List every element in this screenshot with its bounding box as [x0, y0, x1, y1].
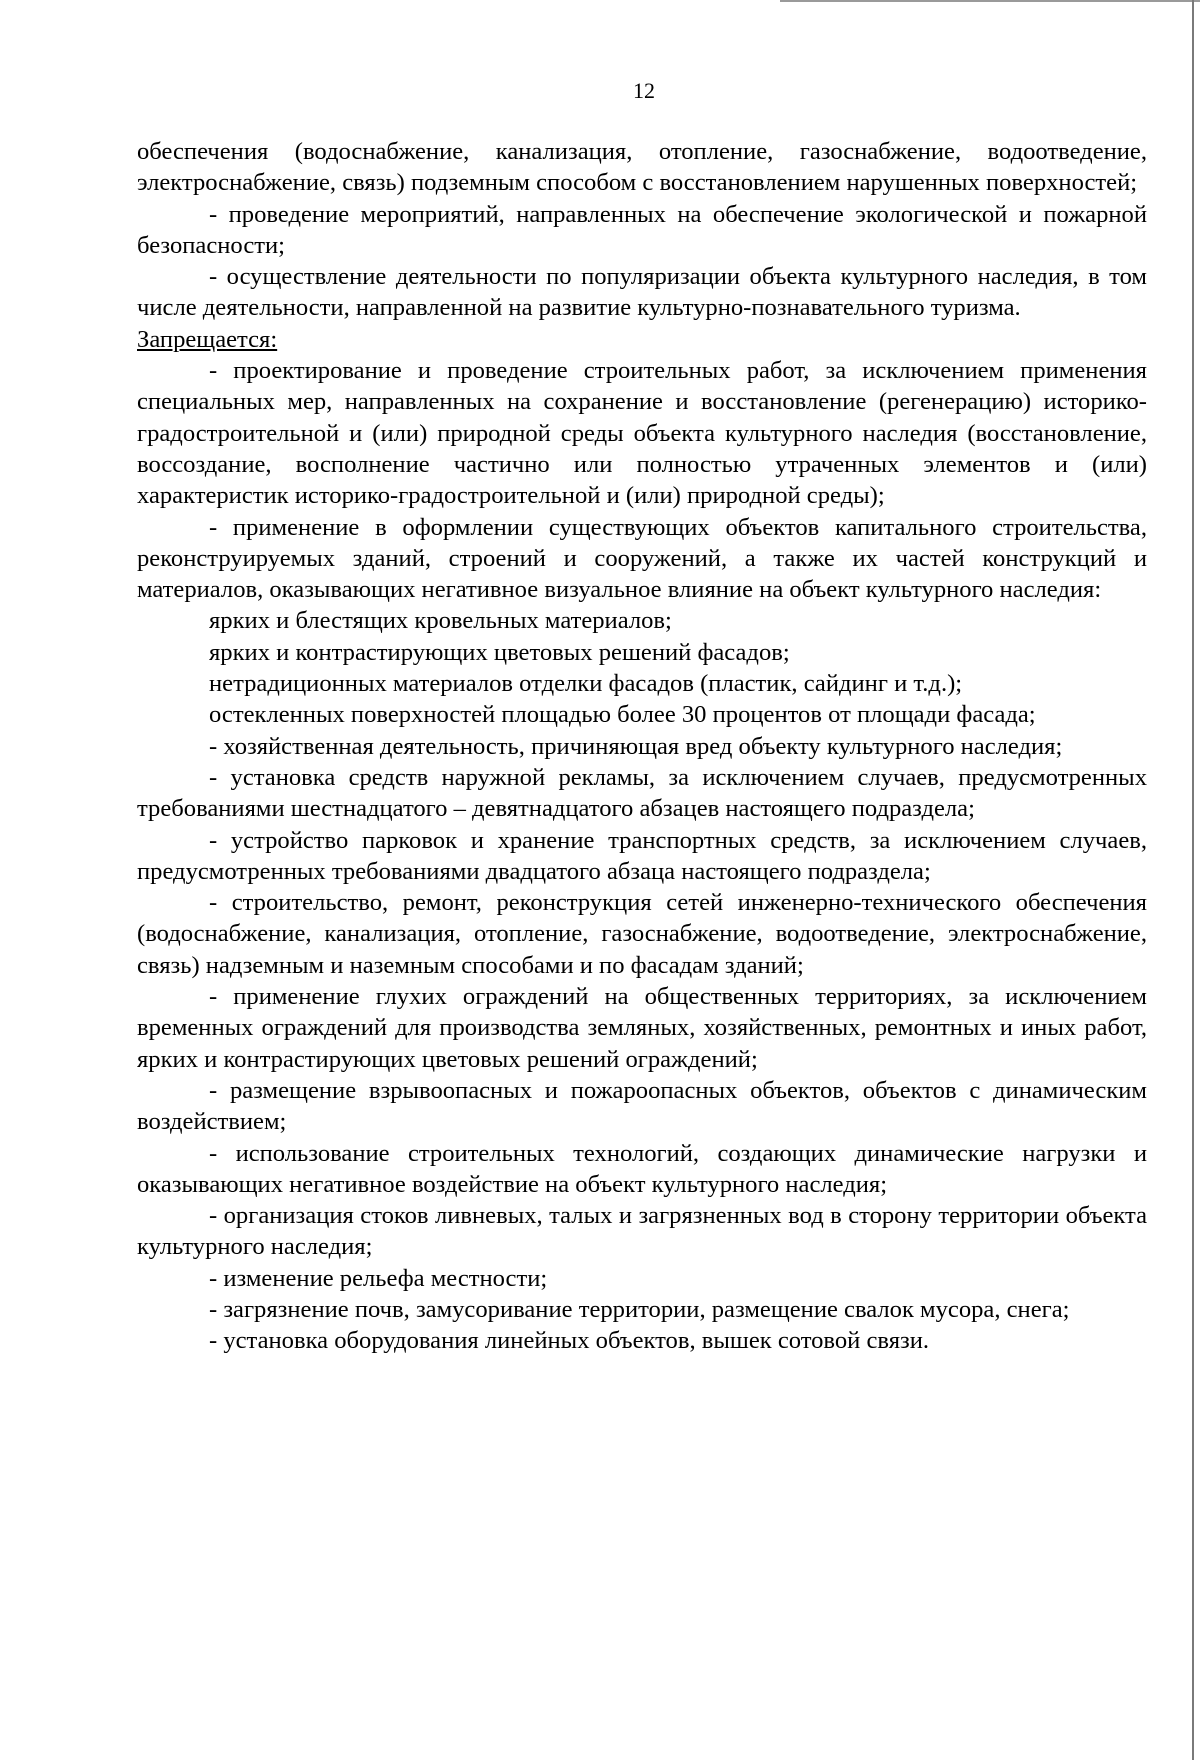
paragraph-item: - загрязнение почв, замусоривание территории, размещение свалок мусора, снега;	[209, 1295, 1070, 1323]
page-number: 12	[633, 78, 655, 103]
paragraph-item: - строительство, ремонт, реконструкция сетей инженерно-технического обеспечения (водоснабжение, канализация, отопление, газоснабжение, водоотведение, электроснабжение, связь) надземным и наземным способами и по фасадам зданий;	[137, 889, 1147, 979]
scan-edge-top	[780, 0, 1200, 2]
sub-item: ярких и блестящих кровельных материалов;	[209, 607, 672, 635]
section-heading-text: Запрещается:	[137, 325, 278, 353]
sub-item: нетрадиционных материалов отделки фасадов (пластик, сайдинг и т.д.);	[209, 670, 963, 698]
paragraph-item: - осуществление деятельности по популяризации объекта культурного наследия, в том числе деятельности, направленной на развитие культурно-познавательного туризма.	[137, 263, 1147, 322]
paragraph-item: - размещение взрывоопасных и пожароопасных объектов, объектов с динамическим воздействием;	[137, 1076, 1147, 1136]
document-body	[137, 136, 1147, 1357]
paragraph-item: - применение в оформлении существующих объектов капитального строительства, реконструируемых зданий, строений и сооружений, а также их частей конструкций и материалов, оказывающих негативное визуальное влияние на объект культурного наследия:	[137, 513, 1147, 604]
scan-edge-right	[1192, 0, 1194, 1760]
paragraph-item: - проведение мероприятий, направленных на обеспечение экологической и пожарной безопасности;	[137, 200, 1147, 259]
paragraph-continuation: обеспечения (водоснабжение, канализация, отопление, газоснабжение, водоотведение, электроснабжение, связь) подземным способом с восстановлением нарушенных поверхностей;	[137, 138, 1147, 197]
paragraph-item: - применение глухих ограждений на общественных территориях, за исключением временных ограждений для производства земляных, хозяйственных, ремонтных и иных работ, ярких и контрастирующих цветовых решений ограждений;	[137, 983, 1147, 1073]
paragraph-item: - изменение рельефа местности;	[209, 1264, 548, 1292]
paragraph-item: - хозяйственная деятельность, причиняющая вред объекту культурного наследия;	[209, 732, 1063, 760]
paragraph-item: - использование строительных технологий, создающих динамические нагрузки и оказывающих негативное воздействие на объект культурного наследия;	[137, 1139, 1147, 1198]
paragraph-item: - проектирование и проведение строительных работ, за исключением применения специальных мер, направленных на сохранение и восстановление (регенерацию) историко-градостроительной и (или) природной среды объекта культурного наследия (восстановление, воссоздание, восполнение частично или полностью утраченных элементов и (или) характеристик историко-градостроительной и (или) природной среды);	[137, 357, 1147, 510]
sub-item: остекленных поверхностей площадью более 30 процентов от площади фасада;	[209, 701, 1036, 729]
paragraph-item: - установка оборудования линейных объектов, вышек сотовой связи.	[209, 1327, 930, 1355]
paragraph-item: - установка средств наружной рекламы, за исключением случаев, предусмотренных требованиями шестнадцатого – девятнадцатого абзацев настоящего подраздела;	[137, 763, 1147, 823]
paragraph-item: - устройство парковок и хранение транспортных средств, за исключением случаев, предусмотренных требованиями двадцатого абзаца настоящего подраздела;	[137, 826, 1147, 885]
paragraph-item: - организация стоков ливневых, талых и загрязненных вод в сторону территории объекта культурного наследия;	[137, 1202, 1147, 1261]
section-heading	[137, 324, 1147, 355]
sub-item: ярких и контрастирующих цветовых решений фасадов;	[209, 638, 790, 666]
